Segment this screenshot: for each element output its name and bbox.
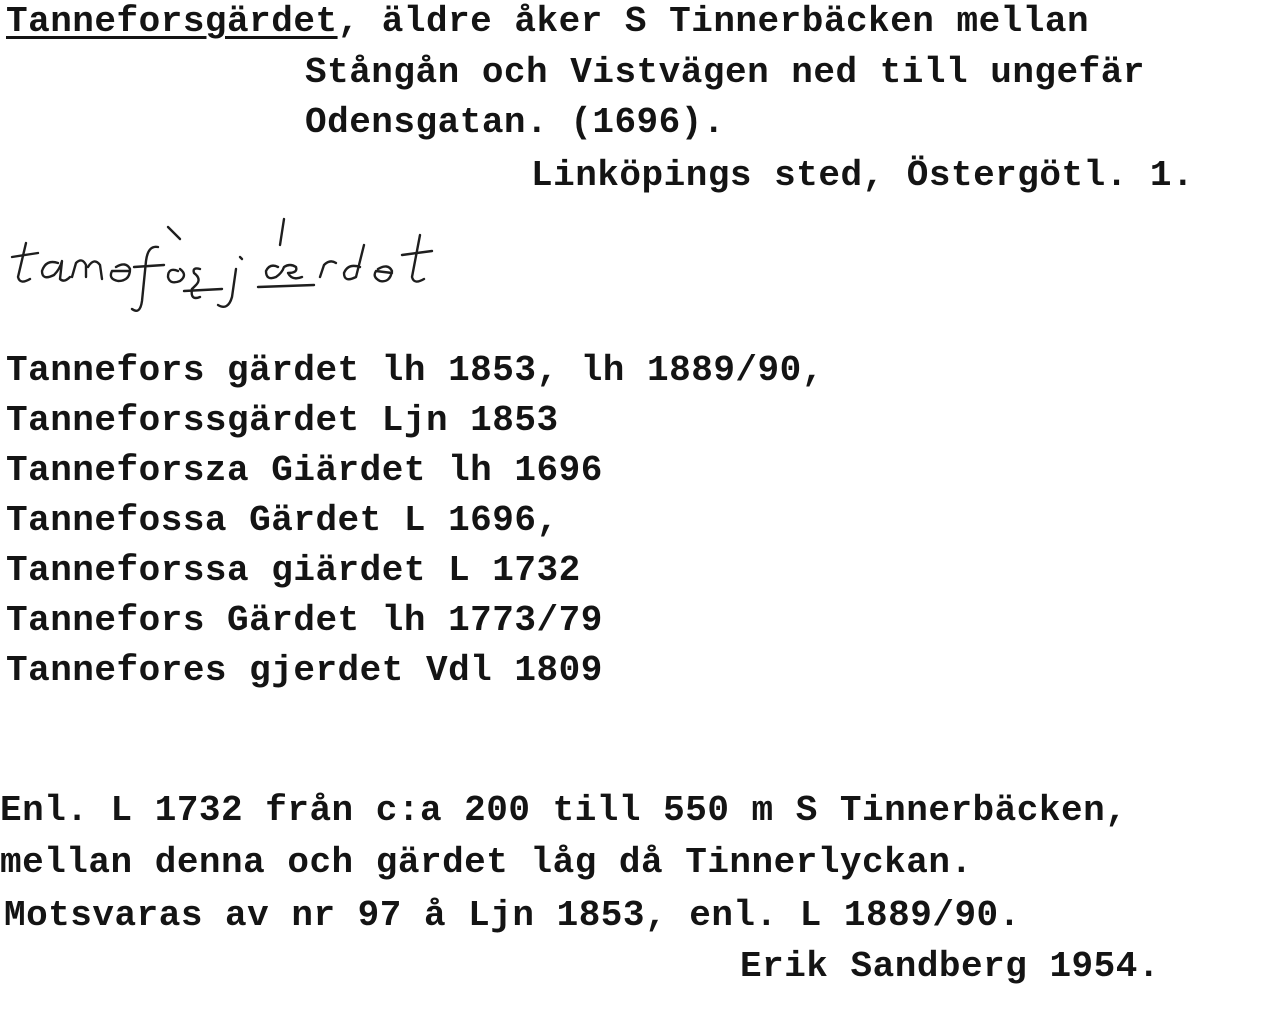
pronunciation-script-icon [8,205,583,320]
definition-line-3: Odensgatan. (1696). [305,102,725,143]
headword: Tanneforsgärdet [6,1,338,42]
attestation-6: Tannefors Gärdet lh 1773/79 [6,600,603,641]
attestation-3: Tanneforsza Giärdet lh 1696 [6,450,603,491]
attestation-1: Tannefors gärdet lh 1853, lh 1889/90, [6,350,824,391]
attestation-2: Tanneforssgärdet Ljn 1853 [6,400,559,441]
source-reference: Linköpings sted, Östergötl. 1. [531,155,1195,196]
handwritten-pronunciation [8,205,583,320]
definition-line-1: , äldre åker S Tinnerbäcken mellan [337,1,1090,42]
note-line-1: Enl. L 1732 från c:a 200 till 550 m S Tinnerbäcken, [0,790,1128,831]
signature: Erik Sandberg 1954. [740,946,1160,987]
attestation-4: Tannefossa Gärdet L 1696, [6,500,559,541]
attestation-5: Tanneforssa giärdet L 1732 [6,550,581,591]
note-line-3: Motsvaras av nr 97 å Ljn 1853, enl. L 1889/90. [4,895,1021,936]
attestation-7: Tannefores gjerdet Vdl 1809 [6,650,603,691]
definition-line-2: Stångån och Vistvägen ned till ungefär [305,52,1145,93]
note-line-2: mellan denna och gärdet låg då Tinnerlyckan. [0,842,973,883]
heading-line-1 [6,0,1089,44]
